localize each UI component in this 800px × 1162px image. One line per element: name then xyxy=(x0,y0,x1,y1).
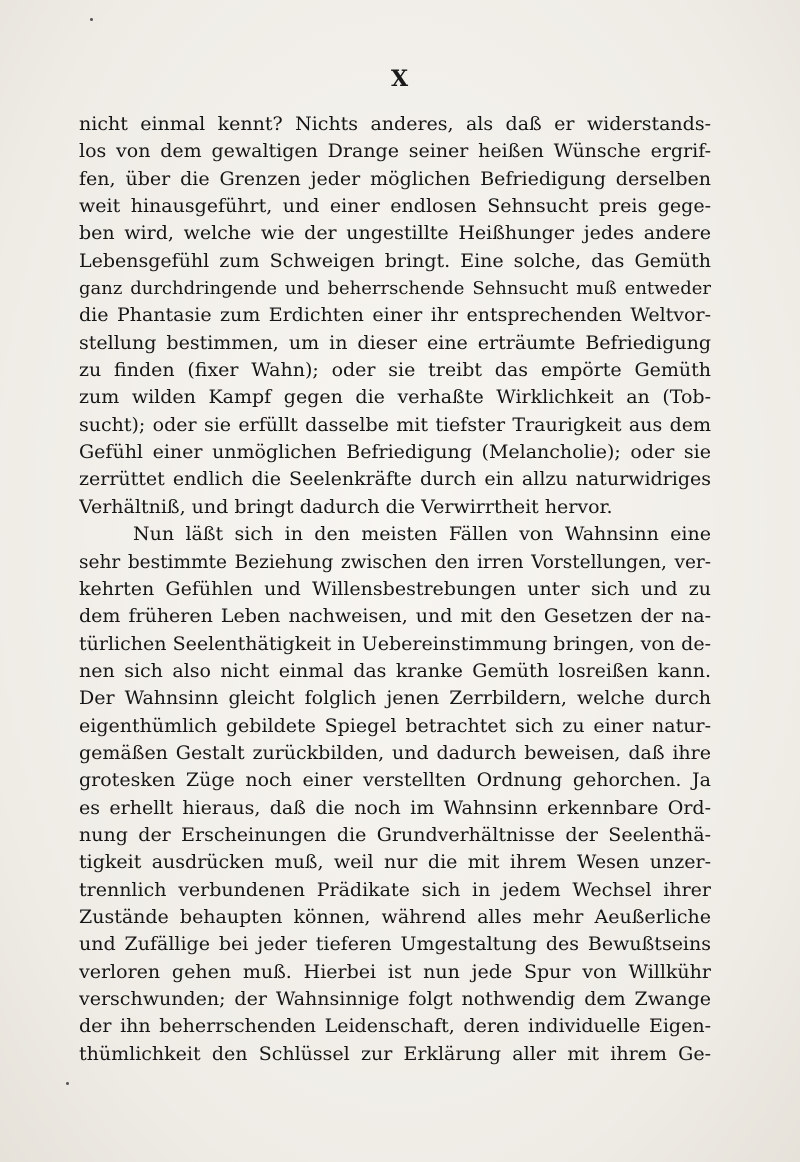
text-line: zu finden (fixer Wahn); oder sie treibt das empörte Gemüth xyxy=(79,359,711,382)
text-line: kehrten Gefühlen und Willensbestrebungen unter sich und zu xyxy=(79,577,711,600)
text-line: sehr bestimmte Beziehung zwischen den irren Vorstellungen, ver- xyxy=(79,551,711,573)
text-line: stellung bestimmen, um in dieser eine erträumte Befriedigung xyxy=(79,331,711,354)
text-line: Gefühl einer unmöglichen Befriedigung (Melancholie); oder sie xyxy=(79,441,711,464)
text-line: es erhellt hieraus, daß die noch im Wahnsinn erkennbare Ord- xyxy=(79,796,711,819)
text-line: tigkeit ausdrücken muß, weil nur die mit ihrem Wesen unzer- xyxy=(79,851,711,874)
paragraph-start-line: Nun läßt sich in den meisten Fällen von Wahnsinn eine xyxy=(133,523,711,546)
text-line: zum wilden Kampf gegen die verhaßte Wirklichkeit an (Tob- xyxy=(79,386,711,409)
text-line: und Zufällige bei jeder tieferen Umgestaltung des Bewußtseins xyxy=(79,933,711,956)
text-line: ben wird, welche wie der ungestillte Heißhunger jedes andere xyxy=(79,222,711,245)
text-line: ganz durchdringende und beherrschende Sehnsucht muß entweder xyxy=(79,278,711,300)
body-text xyxy=(79,111,711,1068)
text-line: thümlichkeit den Schlüssel zur Erklärung aller mit ihrem Ge- xyxy=(79,1042,711,1065)
text-line: der ihn beherrschenden Leidenschaft, deren individuelle Eigen- xyxy=(79,1015,711,1038)
paper-speck xyxy=(66,1082,69,1085)
text-line: gemäßen Gestalt zurückbilden, und dadurch beweisen, daß ihre xyxy=(79,741,711,764)
text-line: verloren gehen muß. Hierbei ist nun jede Spur von Willkühr xyxy=(79,960,711,983)
text-line: trennlich verbundenen Prädikate sich in jedem Wechsel ihrer xyxy=(79,878,711,901)
text-line: Der Wahnsinn gleicht folglich jenen Zerrbildern, welche durch xyxy=(79,687,711,710)
text-line: sucht); oder sie erfüllt dasselbe mit tiefster Traurigkeit aus dem xyxy=(79,413,711,436)
text-line: weit hinausgeführt, und einer endlosen Sehnsucht preis gege- xyxy=(79,195,711,218)
paper-speck xyxy=(90,18,93,21)
text-line: verschwunden; der Wahnsinnige folgt nothwendig dem Zwange xyxy=(79,988,711,1010)
page-number: X xyxy=(390,66,410,92)
text-line: Zustände behaupten können, während alles mehr Aeußerliche xyxy=(79,905,711,928)
text-line: Lebensgefühl zum Schweigen bringt. Eine solche, das Gemüth xyxy=(79,249,711,272)
text-line: grotesken Züge noch einer verstellten Ordnung gehorchen. Ja xyxy=(79,769,711,792)
text-line: fen, über die Grenzen jeder möglichen Befriedigung derselben xyxy=(79,167,711,190)
paragraph-end-line: Verhältniß, und bringt dadurch die Verwirrtheit hervor. xyxy=(79,495,613,518)
text-line: nung der Erscheinungen die Grundverhältnisse der Seelenthä- xyxy=(79,823,711,846)
text-line: zerrüttet endlich die Seelenkräfte durch ein allzu naturwidriges xyxy=(79,468,711,491)
text-line: los von dem gewaltigen Drange seiner heißen Wünsche ergrif- xyxy=(79,140,711,163)
text-line: eigenthümlich gebildete Spiegel betrachtet sich zu einer natur- xyxy=(79,714,711,737)
text-line: nen sich also nicht einmal das kranke Gemüth losreißen kann. xyxy=(79,659,711,682)
text-line: türlichen Seelenthätigkeit in Uebereinstimmung bringen, von de- xyxy=(79,632,711,655)
text-line: die Phantasie zum Erdichten einer ihr entsprechenden Weltvor- xyxy=(79,304,711,327)
text-line: nicht einmal kennt? Nichts anderes, als daß er widerstands- xyxy=(79,113,711,135)
text-line: dem früheren Leben nachweisen, und mit den Gesetzen der na- xyxy=(79,605,711,628)
